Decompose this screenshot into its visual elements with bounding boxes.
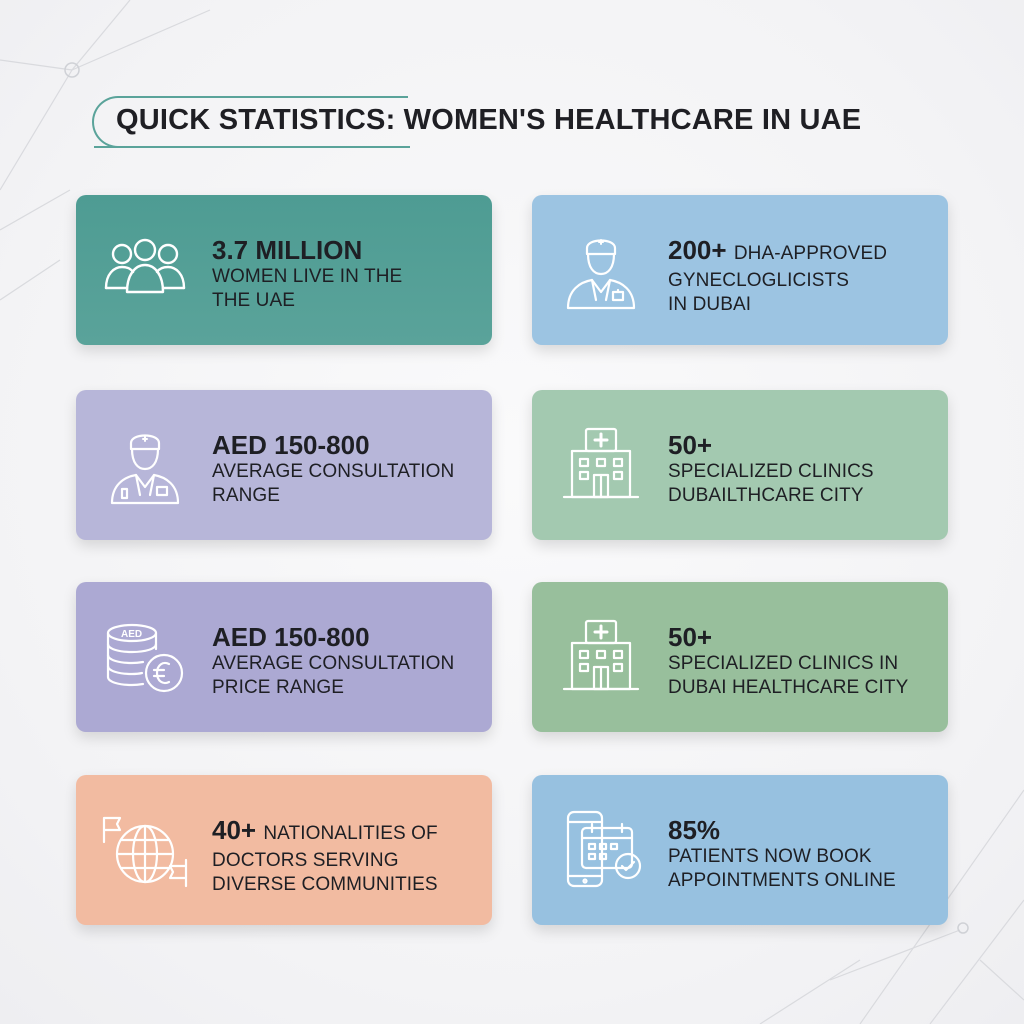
- coins-currency-icon: [100, 617, 190, 697]
- phone-calendar-icon: [556, 810, 646, 890]
- stat-value: 40+: [212, 815, 257, 845]
- stat-description: DOCTORS SERVING DIVERSE COMMUNITIES: [212, 850, 438, 895]
- stat-value: AED 150-800: [212, 430, 370, 460]
- stat-description: PATIENTS NOW BOOK APPOINTMENTS ONLINE: [668, 846, 896, 891]
- stat-description: WOMEN LIVE IN THE THE UAE: [212, 266, 403, 311]
- stat-value: 50+: [668, 622, 713, 652]
- hospital-icon: [556, 425, 646, 505]
- stat-inline-label: NATIONALITIES OF: [263, 823, 438, 844]
- stat-card-consultation-price: [76, 582, 492, 732]
- stat-inline-label: DHA-APPROVED: [733, 243, 888, 264]
- coin-label: AED: [121, 629, 143, 640]
- hospital-icon: [556, 617, 646, 697]
- doctor-icon: [100, 425, 190, 505]
- stat-card-women-population: [76, 195, 492, 345]
- stat-value: AED 150-800: [212, 622, 370, 652]
- globe-flags-icon: [100, 810, 190, 890]
- stat-card-gynecologists: [532, 195, 948, 345]
- stat-description: AVERAGE CONSULTATION RANGE: [212, 461, 455, 506]
- stat-card-consultation-range: [76, 390, 492, 540]
- stat-description: SPECIALIZED CLINICS DUBAILTHCARE CITY: [668, 461, 874, 506]
- stat-value: 3.7 MILLION: [212, 235, 363, 265]
- stat-value: 200+: [668, 235, 727, 265]
- women-group-icon: [100, 230, 190, 310]
- page-title: QUICK STATISTICS: WOMEN'S HEALTHCARE IN UAE: [116, 104, 862, 136]
- stat-description: SPECIALIZED CLINICS IN DUBAI HEALTHCARE CITY: [668, 653, 909, 698]
- stat-description: AVERAGE CONSULTATION PRICE RANGE: [212, 653, 455, 698]
- stat-card-online-booking: [532, 775, 948, 925]
- stat-description: GYNECLOGLICISTS IN DUBAI: [668, 270, 849, 315]
- stat-card-healthcare-city-clinics: [532, 582, 948, 732]
- doctor-icon: [556, 230, 646, 310]
- stat-card-nationalities: [76, 775, 492, 925]
- stat-card-specialized-clinics: [532, 390, 948, 540]
- stat-value: 50+: [668, 430, 713, 460]
- stat-value: 85%: [668, 815, 721, 845]
